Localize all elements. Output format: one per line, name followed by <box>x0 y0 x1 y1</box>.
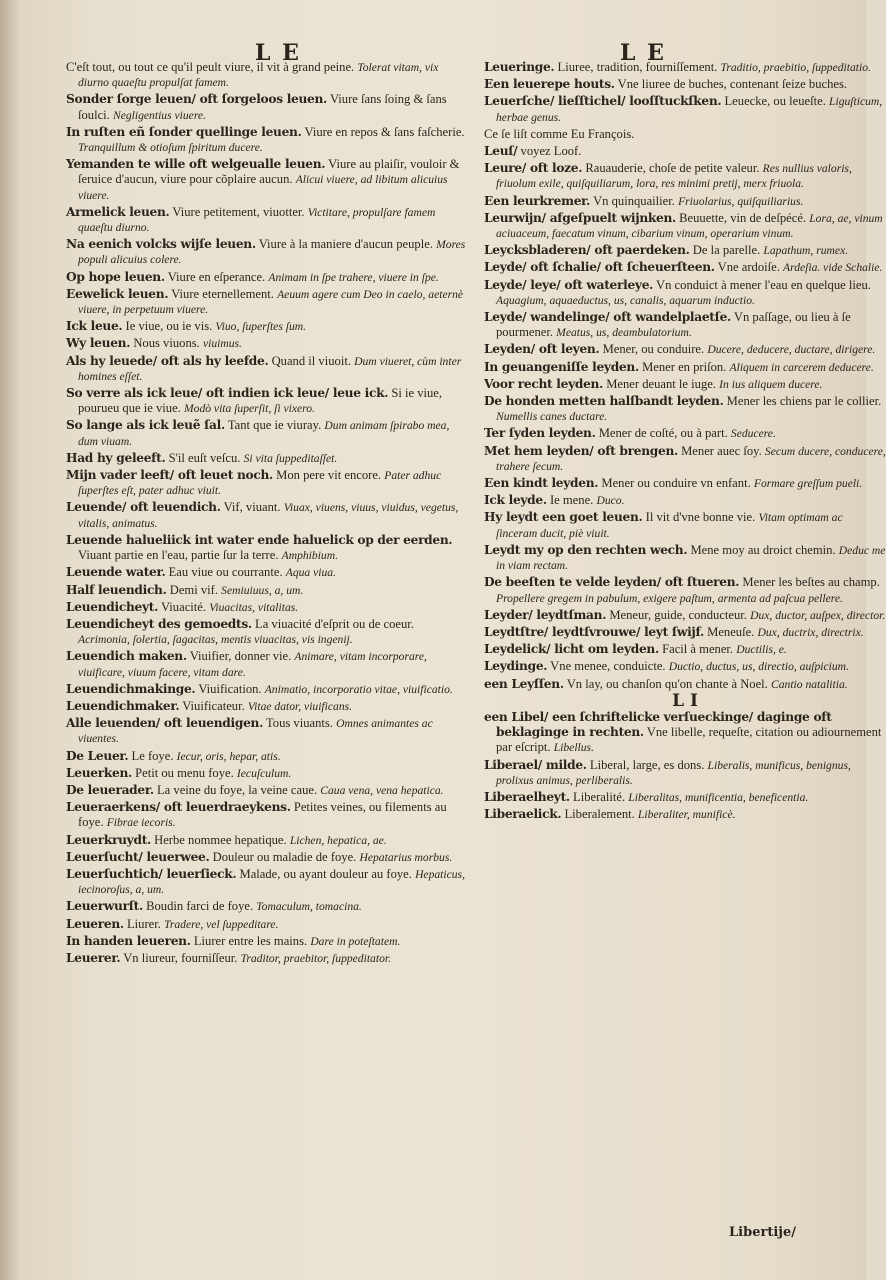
french-gloss: Nous viuons. <box>133 336 200 351</box>
latin-gloss: Secum ducere, conducere, trahere ſecum. <box>496 444 886 473</box>
latin-gloss: Seducere. <box>730 427 776 441</box>
french-gloss: Viure eternellement. <box>171 286 274 301</box>
dictionary-entry <box>484 342 886 357</box>
dictionary-entry <box>484 394 886 424</box>
latin-gloss: Meatus, us, deambulatorium. <box>556 326 692 340</box>
dictionary-entry <box>66 354 468 384</box>
headword: So verre als ick leue/ oft indien ick leue/ leue ick. <box>66 386 389 401</box>
french-gloss: Demi vif. <box>169 582 219 597</box>
french-gloss: Malade, ou ayant douleur au foye. <box>239 866 412 881</box>
dictionary-entry <box>484 94 886 124</box>
page-gutter-shadow <box>0 0 20 1280</box>
latin-gloss: Victitare, propulſare famem quaeſtu diurno. <box>78 205 436 235</box>
french-gloss: De la parelle. <box>692 243 761 258</box>
latin-gloss: Ardeſia. vide Schalie. <box>783 261 883 275</box>
french-gloss: Viuacité. <box>160 599 207 614</box>
section-heading: L I <box>672 690 698 711</box>
dictionary-entry <box>484 790 886 805</box>
dictionary-entry <box>484 426 886 441</box>
french-gloss: Si ie viue, pourueu que ie viue. <box>78 386 443 416</box>
headword: Leuendich maken. <box>66 649 187 664</box>
latin-gloss: Propellere gregem in pabulum, exigere paſtum, armenta ad paſcua pellere. <box>496 591 843 605</box>
french-gloss: Viuification. <box>198 681 262 696</box>
french-gloss: Liurer. <box>126 916 161 931</box>
dictionary-entry <box>66 386 468 416</box>
dictionary-entry <box>66 500 468 530</box>
latin-gloss: Numellis canes ductare. <box>496 410 608 424</box>
french-gloss: Rauauderie, choſe de petite valeur. <box>585 161 760 176</box>
french-gloss: Viure en eſperance. <box>167 269 266 284</box>
french-gloss: Mener les chiens par le collier. <box>726 394 882 409</box>
latin-gloss: Animare, vitam incorporare, viuificare, viuum facere, vitam dare. <box>78 650 427 679</box>
dictionary-entry <box>66 749 468 764</box>
latin-gloss: Deduc me in viam rectam. <box>496 543 886 573</box>
latin-gloss: Aeuum agere cum Deo in caelo, aeternè viuere, in perpetuum viuere. <box>78 287 464 317</box>
dictionary-entry <box>484 377 886 392</box>
dictionary-entry <box>484 608 886 623</box>
headword: Leydinge. <box>484 659 548 674</box>
latin-gloss: Viuo, ſuperſtes ſum. <box>215 320 307 334</box>
headword: Half leuendich. <box>66 582 167 597</box>
headword: Met hem leyden/ oft brengen. <box>484 443 678 458</box>
dictionary-entry <box>484 625 886 640</box>
headword: Leuende water. <box>66 565 166 580</box>
headword: Leyden/ oft leyen. <box>484 342 600 357</box>
headword: Liberaelick. <box>484 807 562 822</box>
french-gloss: Viure petitement, viuotter. <box>172 204 305 219</box>
latin-gloss: Si vita ſuppeditaſſet. <box>243 451 338 465</box>
french-gloss: Mener en priſon. <box>642 359 727 374</box>
latin-gloss: In ius aliquem ducere. <box>719 377 823 391</box>
french-gloss: voyez Loof. <box>520 144 582 159</box>
headword: Liberaelheyt. <box>484 789 570 804</box>
french-gloss: Vne libelle, requeſte, citation ou adiournement par eſcript. <box>496 725 882 755</box>
latin-gloss: Ducere, deducere, ductare, dirigere. <box>707 343 876 357</box>
headword: In handen leueren. <box>66 933 191 948</box>
latin-gloss: Duco. <box>596 494 625 508</box>
french-gloss: Vn conduict à mener l'eau en quelque lieu. <box>656 277 871 292</box>
dictionary-entry <box>484 127 886 142</box>
french-gloss: Petites veines, ou filements au foye. <box>78 800 447 830</box>
dictionary-entry <box>66 917 468 932</box>
headword: een Leyſſen. <box>484 676 564 691</box>
latin-gloss: Negligentius viuere. <box>113 108 206 122</box>
headword: Wy leuen. <box>66 336 131 351</box>
headword: Leuerſucht/ leuerwee. <box>66 849 210 864</box>
latin-gloss: Animatio, incorporatio vitae, viuificatio. <box>264 682 453 696</box>
headword: Leuendichmaker. <box>66 698 180 713</box>
latin-gloss: Viuax, viuens, viuus, viuidus, vegetus, vitalis, animatus. <box>78 501 459 530</box>
headword: Yemanden te wille oft welgeualle leuen. <box>66 157 326 172</box>
french-gloss: Viuant partie en l'eau, partie ſur la terre. <box>78 548 279 563</box>
french-gloss: S'il euſt veſcu. <box>168 450 241 465</box>
dictionary-entry <box>484 444 886 474</box>
dictionary-entry <box>66 270 468 285</box>
french-gloss: La viuacité d'eſprit ou de coeur. <box>255 616 414 631</box>
french-gloss: C'eſt tout, ou tout ce qu'il peult viure, il vit à grand peine. <box>66 60 355 74</box>
latin-gloss: Iecur, oris, hepar, atis. <box>176 749 281 763</box>
headword: Een kindt leyden. <box>484 476 599 491</box>
latin-gloss: Traditio, praebitio, ſuppeditatio. <box>720 61 871 74</box>
latin-gloss: Amphibium. <box>281 549 338 563</box>
latin-gloss: Modò vita ſuperſit, ſi vixero. <box>183 402 315 416</box>
dictionary-entry <box>484 211 886 241</box>
french-gloss: Douleur ou maladie de foye. <box>212 849 357 864</box>
running-head-left: L E <box>255 40 301 66</box>
latin-gloss: Liberalitas, munificentia, beneficentia. <box>628 790 809 804</box>
french-gloss: Mener auec ſoy. <box>681 443 762 458</box>
french-gloss: Liberalité. <box>573 789 626 804</box>
dictionary-entry <box>66 468 468 498</box>
headword: Leydtſtre/ leydtſvrouwe/ leyt ſwijf. <box>484 624 704 639</box>
latin-gloss: Aquagium, aquaeductus, us, canalis, aquarum inductio. <box>496 293 755 307</box>
dictionary-entry <box>66 850 468 865</box>
latin-gloss: Traditor, praebitor, ſuppeditator. <box>240 951 391 965</box>
running-head-right: L E <box>620 40 666 66</box>
headword: Leuerkruydt. <box>66 832 151 847</box>
headword: Leueren. <box>66 916 124 931</box>
latin-gloss: Viuacitas, vitalitas. <box>209 600 299 614</box>
latin-gloss: Caua vena, vena hepatica. <box>320 783 444 797</box>
french-gloss: Meneur, guide, conducteur. <box>609 607 747 622</box>
dictionary-entry <box>66 205 468 235</box>
latin-gloss: Lapathum, rumex. <box>763 244 849 258</box>
dictionary-entry <box>66 867 468 897</box>
headword: Alle leuenden/ oft leuendigen. <box>66 716 264 731</box>
headword: Leycksbladeren/ oft paerdeken. <box>484 243 690 258</box>
french-gloss: Quand il viuoit. <box>271 353 351 368</box>
dictionary-entry <box>66 766 468 781</box>
latin-gloss: Dux, ductrix, directrix. <box>757 625 864 639</box>
latin-gloss: Ductilis, e. <box>736 643 787 657</box>
dictionary-entry <box>484 493 886 508</box>
dictionary-entry <box>66 237 468 267</box>
headword: Ick leue. <box>66 319 123 334</box>
latin-gloss: Hepatarius morbus. <box>359 850 453 864</box>
headword: Leurwijn/ afgeſpuelt wijnken. <box>484 210 676 225</box>
headword: Als hy leuede/ oft als hy leefde. <box>66 353 269 368</box>
latin-gloss: viuimus. <box>202 337 242 351</box>
headword: Leuerwurſt. <box>66 899 143 914</box>
catchword: Libertije/ <box>729 1225 796 1240</box>
dictionary-entry <box>484 260 886 275</box>
headword: Ick leyde. <box>484 493 547 508</box>
latin-gloss: Liguſticum, herbae genus. <box>496 95 883 124</box>
dictionary-entry <box>66 336 468 351</box>
headword: Leuſ/ <box>484 144 518 159</box>
french-gloss: Petit ou menu foye. <box>135 765 234 780</box>
french-gloss: Vif, viuant. <box>223 500 281 515</box>
headword: Leuende halueliick int water ende haluelick op der eerden. <box>66 532 453 547</box>
dictionary-entry <box>66 319 468 334</box>
dictionary-entry <box>66 600 468 615</box>
french-gloss: Liuree, tradition, fourniſſement. <box>557 60 718 74</box>
dictionary-entry <box>66 716 468 746</box>
headword: Leueraerkens/ oft leuerdraeykens. <box>66 800 291 815</box>
dictionary-entry <box>66 60 468 90</box>
headword: Leyde/ wandelinge/ oft wandelplaetſe. <box>484 310 731 325</box>
dictionary-entry <box>66 92 468 122</box>
dictionary-entry <box>66 699 468 714</box>
dictionary-entry <box>66 617 468 647</box>
latin-gloss: Formare greſſum pueli. <box>753 477 863 491</box>
french-gloss: Il vit d'vne bonne vie. <box>645 510 756 525</box>
dictionary-entry <box>484 144 886 159</box>
latin-gloss: Libellus. <box>553 741 594 755</box>
dictionary-entry <box>484 642 886 657</box>
french-gloss: Beuuette, vin de deſpécé. <box>679 210 807 225</box>
dictionary-entry <box>484 677 886 692</box>
headword: Op hope leuen. <box>66 269 165 284</box>
latin-gloss: Mores populi alicuius colere. <box>78 238 466 267</box>
dictionary-entry <box>484 77 886 92</box>
french-gloss: Ie mene. <box>549 493 594 508</box>
dictionary-entry <box>484 710 886 756</box>
headword: So lange als ick leuẽ ſal. <box>66 418 225 433</box>
dictionary-entry <box>484 575 886 605</box>
dictionary-entry <box>484 161 886 191</box>
dictionary-entry <box>66 951 468 966</box>
latin-gloss: Tranquillum & otioſum ſpiritum ducere. <box>78 141 263 155</box>
french-gloss: Mener les beſtes au champ. <box>742 575 880 590</box>
french-gloss: Mener ou conduire vn enfant. <box>601 476 751 491</box>
headword: Leyder/ leydtſman. <box>484 607 607 622</box>
french-gloss: Viure ſans ſoing & ſans ſoulci. <box>78 92 447 122</box>
french-gloss: Meneuſe. <box>707 624 755 639</box>
french-gloss: Mon pere vit encore. <box>276 468 382 483</box>
headword: Leuendichmakinge. <box>66 681 196 696</box>
latin-gloss: Lora, ae, vinum aciuaceum, faecatum vinum, cibarium vinum, operarium vinum. <box>496 211 883 241</box>
french-gloss: Vne menee, conduicte. <box>550 659 666 674</box>
dictionary-entry <box>484 60 886 75</box>
latin-gloss: Vitam optimam ac ſinceram ducit, piè viuit. <box>496 511 843 540</box>
headword: Leuerſche/ lieſſtichel/ looſſtuckſken. <box>484 94 722 109</box>
dictionary-entry <box>484 360 886 375</box>
latin-gloss: Vitae dator, viuificans. <box>247 699 353 713</box>
latin-gloss: Alicui viuere, ad libitum alicuius viuere. <box>78 173 448 202</box>
headword: Een leurkremer. <box>484 193 591 208</box>
dictionary-entry <box>66 682 468 697</box>
french-gloss: Vn paſſage, ou lieu à ſe pourmener. <box>496 310 851 340</box>
latin-gloss: Dare in poteſtatem. <box>310 934 401 948</box>
latin-gloss: Pater adhuc ſuperſtes eſt, pater adhuc viuit. <box>78 469 442 498</box>
latin-gloss: Liberalis, munificus, benignus, prolixus animus, perliberalis. <box>496 758 851 787</box>
dictionary-entry <box>66 783 468 798</box>
headword: Had hy geleeft. <box>66 450 166 465</box>
french-gloss: Vn liureur, fourniſſeur. <box>123 950 238 965</box>
french-gloss: Vn quinquailier. <box>593 193 675 208</box>
latin-gloss: Liberaliter, munificè. <box>637 808 736 822</box>
dictionary-entry <box>66 934 468 949</box>
headword: Ter ſyden leyden. <box>484 426 596 441</box>
latin-gloss: Tolerat vitam, vix diurno quaeſtu propulſat famem. <box>78 61 439 90</box>
headword: Leuerſuchtich/ leuerſieck. <box>66 866 237 881</box>
dictionary-entry <box>66 125 468 155</box>
headword: Leueringe. <box>484 60 555 74</box>
dictionary-entry <box>66 157 468 203</box>
latin-gloss: Tomaculum, tomacina. <box>256 900 362 914</box>
french-gloss: Herbe nommee hepatique. <box>154 832 287 847</box>
latin-gloss: Ductio, ductus, us, directio, auſpicium. <box>668 660 849 674</box>
french-gloss: Eau viue ou courrante. <box>168 565 283 580</box>
french-gloss: Tous viuants. <box>265 716 333 731</box>
latin-gloss: Dum viueret, cùm inter homines eſſet. <box>78 354 462 383</box>
right-column <box>484 60 886 824</box>
headword: De honden metten halſbandt leyden. <box>484 394 724 409</box>
headword: Liberael/ milde. <box>484 757 587 772</box>
dictionary-entry <box>66 287 468 317</box>
dictionary-entry <box>66 418 468 448</box>
latin-gloss: Aliquem in carcerem deducere. <box>729 360 874 374</box>
french-gloss: Mener de coſté, ou à part. <box>598 426 728 441</box>
headword: Leuendicheyt. <box>66 599 159 614</box>
french-gloss: Liberal, large, es dons. <box>589 757 705 772</box>
latin-gloss: Semiuiuus, a, um. <box>221 583 304 597</box>
headword: Hy leydt een goet leuen. <box>484 510 643 525</box>
latin-gloss: Aqua viua. <box>285 566 336 580</box>
latin-gloss: Res nullius valoris, friuolum exile, quiſquiliarum, lora, res minimi pretij, merx friuola. <box>496 162 852 191</box>
french-gloss: Mener, ou conduire. <box>602 342 705 357</box>
headword: De Leuer. <box>66 748 129 763</box>
french-gloss: Viuifier, donner vie. <box>189 649 292 664</box>
french-gloss: Leuecke, ou leueſte. <box>724 94 826 109</box>
latin-gloss: Dux, ductor, auſpex, director. <box>750 608 886 622</box>
headword: De leuerader. <box>66 782 154 797</box>
dictionary-entry <box>484 194 886 209</box>
latin-gloss: Dum animam ſpirabo mea, dum viuam. <box>78 419 450 448</box>
headword: Mijn vader leeft/ oft leuet noch. <box>66 468 273 483</box>
french-gloss: Ce ſe liſt comme Eu François. <box>484 126 635 141</box>
latin-gloss: Iecuſculum. <box>236 766 292 780</box>
headword: Leydelick/ licht om leyden. <box>484 642 659 657</box>
latin-gloss: Fibrae iecoris. <box>106 816 176 830</box>
french-gloss: Mener deuant le iuge. <box>606 376 717 391</box>
left-column <box>66 60 468 968</box>
headword: Leuendicheyt des gemoedts. <box>66 616 252 631</box>
headword: In geuangeniſſe leyden. <box>484 359 639 374</box>
dictionary-entry <box>484 476 886 491</box>
french-gloss: Viure à la maniere d'aucun peuple. <box>258 237 433 252</box>
french-gloss: Liberalement. <box>564 807 635 822</box>
dictionary-entry <box>484 543 886 573</box>
headword: Leure/ oft loze. <box>484 161 583 176</box>
french-gloss: La veine du foye, la veine caue. <box>156 782 318 797</box>
french-gloss: Ie viue, ou ie vis. <box>125 319 213 334</box>
headword: De beeſten te velde leyden/ oft ſtueren. <box>484 575 740 590</box>
french-gloss: Vn lay, ou chanſon qu'on chante à Noel. <box>566 676 768 691</box>
dictionary-entry <box>66 583 468 598</box>
dictionary-entry <box>66 533 468 563</box>
french-gloss: Vne ardoiſe. <box>717 260 780 275</box>
headword: Een leuerepe houts. <box>484 77 615 92</box>
dictionary-entry <box>66 833 468 848</box>
dictionary-entry <box>66 800 468 830</box>
latin-gloss: Lichen, hepatica, ae. <box>289 833 387 847</box>
dictionary-entry <box>484 807 886 822</box>
dictionary-entry <box>484 659 886 674</box>
headword: een Libel/ een ſchriftelicke verſueckinge/ daginge oft beklaginge in rechten. <box>484 709 832 740</box>
dictionary-entry <box>484 278 886 308</box>
french-gloss: Viuificateur. <box>182 698 245 713</box>
dictionary-entry <box>484 510 886 540</box>
headword: Leyde/ leye/ oft waterleye. <box>484 277 654 292</box>
dictionary-entry <box>484 243 886 258</box>
latin-gloss: Tradere, vel ſuppeditare. <box>164 917 279 931</box>
headword: Leyde/ oft ſchalie/ oft ſcheuerſteen. <box>484 260 715 275</box>
headword: Eewelick leuen. <box>66 286 169 301</box>
french-gloss: Viure au plaiſir, vouloir & ſeruice d'aucun, viure pour cõplaire aucun. <box>78 157 460 187</box>
latin-gloss: Acrimonia, ſolertia, ſagacitas, mentis viuacitas, vis ingenij. <box>78 633 353 647</box>
latin-gloss: Cantio natalitia. <box>771 677 848 691</box>
french-gloss: Vne liuree de buches, contenant ſeize buches. <box>617 77 848 92</box>
headword: Sonder ſorge leuen/ oft ſorgeloos leuen. <box>66 92 328 107</box>
headword: In ruſten eñ ſonder quellinge leuen. <box>66 124 302 139</box>
french-gloss: Mene moy au droict chemin. <box>690 542 836 557</box>
latin-gloss: Hepaticus, iecinoroſus, a, um. <box>78 867 465 897</box>
headword: Armelick leuen. <box>66 204 170 219</box>
french-gloss: Boudin farci de foye. <box>146 899 254 914</box>
dictionary-entry <box>484 310 886 340</box>
headword: Leuerken. <box>66 765 132 780</box>
dictionary-entry <box>66 565 468 580</box>
latin-gloss: Friuolarius, quiſquiliarius. <box>678 194 804 208</box>
dictionary-entry <box>66 649 468 679</box>
headword: Leuerer. <box>66 950 121 965</box>
dictionary-entry <box>66 451 468 466</box>
headword: Na eenich volcks wijſe leuen. <box>66 237 256 252</box>
dictionary-entry <box>66 899 468 914</box>
french-gloss: Tant que ie viuray. <box>227 418 322 433</box>
headword: Voor recht leyden. <box>484 376 604 391</box>
french-gloss: Viure en repos & ſans faſcherie. <box>304 124 465 139</box>
french-gloss: Facil à mener. <box>662 642 734 657</box>
headword: Leydt my op den rechten wech. <box>484 542 688 557</box>
french-gloss: Le foye. <box>131 748 174 763</box>
latin-gloss: Omnes animantes ac viuentes. <box>78 717 433 746</box>
french-gloss: Liurer entre les mains. <box>193 933 308 948</box>
latin-gloss: Animam in ſpe trahere, viuere in ſpe. <box>268 270 439 284</box>
headword: Leuende/ oft leuendich. <box>66 500 221 515</box>
dictionary-entry <box>484 758 886 788</box>
